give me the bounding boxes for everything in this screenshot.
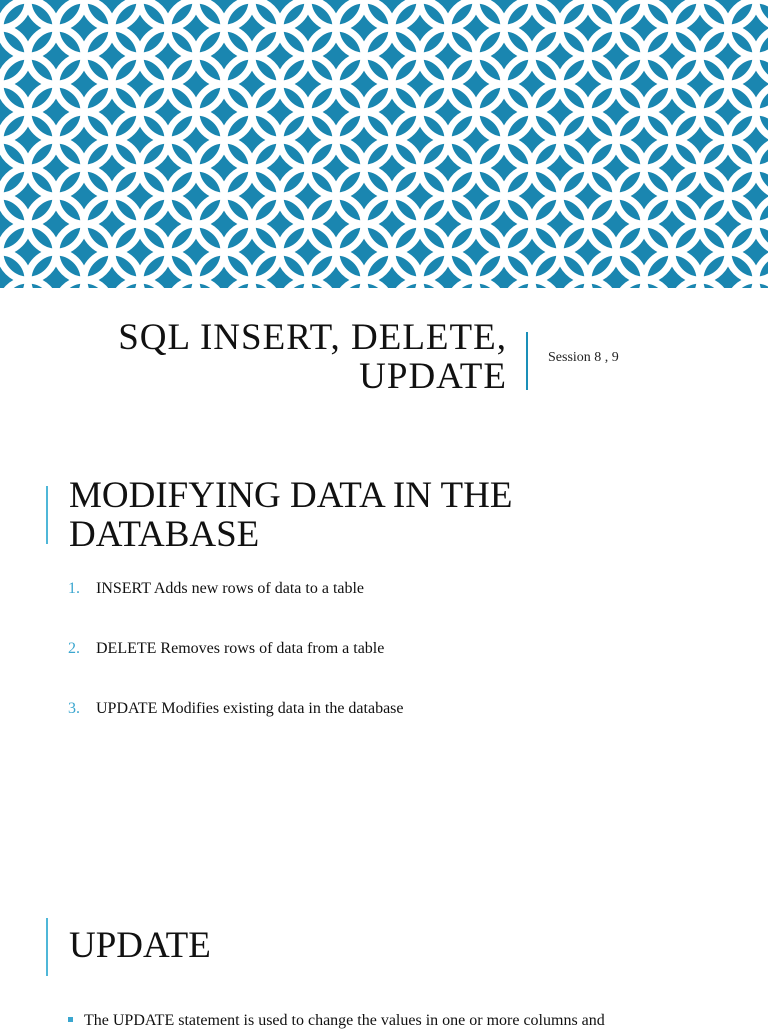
slide-title: UPDATE [69,925,211,966]
main-title: SQL INSERT, DELETE, UPDATE [118,317,507,397]
list-number: 2. [68,640,80,657]
title-slide [0,288,768,428]
bullet-square-icon [68,1013,78,1023]
list-text: UPDATE Modifies existing data in the database [96,700,404,717]
list-text: INSERT Adds new rows of data to a table [96,580,365,597]
slide-modifying-data [0,460,768,780]
title-divider [526,332,528,390]
subtitle: Session 8 , 9 [548,350,619,365]
title-accent-bar [46,918,48,976]
pattern-banner [0,0,768,288]
circle-lattice-pattern [0,0,768,288]
title-accent-bar [46,486,48,544]
slide-update [0,900,768,1029]
banner-lattice [0,0,768,288]
list-number: 1. [68,580,80,597]
slide-title: MODIFYING DATA IN THE DATABASE [69,475,513,555]
bullet-text: The UPDATE statement is used to change the values in one or more columns and [84,1012,605,1029]
list-number: 3. [68,700,80,717]
list-text: DELETE Removes rows of data from a table [96,640,385,657]
